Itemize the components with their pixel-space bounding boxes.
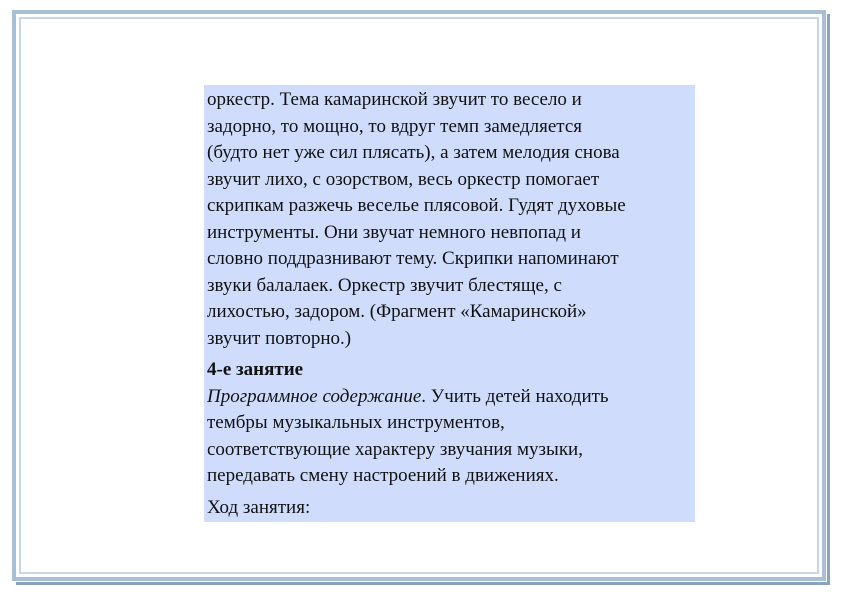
progress-label: Ход занятия: [207,496,311,518]
text-line: скрипкам разжечь веселье плясовой. Гудят духовые [207,195,626,216]
paragraph-description [207,87,689,352]
text-line: звучит лихо, с озорством, весь оркестр помогает [207,168,600,190]
text-line: звуки балалаек. Оркестр звучит блестяще, с [207,274,562,296]
text-line: передавать смену настроений в движениях. [207,465,559,486]
text-line: оркестр. Тема камаринской звучит то весело и [207,89,582,110]
program-content-text: . Учить детей находить [421,385,609,407]
paragraph-program-content [207,384,689,490]
text-line: (будто нет уже сил плясать), а затем мелодия снова [207,142,620,163]
text-line: соответствующие характеру звучания музыки, [207,438,583,460]
text-line: инструменты. Они звучат немного невпопад и [207,221,581,243]
text-line: словно поддразнивают тему. Скрипки напоминают [207,248,619,269]
program-content-label: Программное содержание [207,385,422,407]
text-line: тембры музыкальных инструментов, [207,412,505,433]
lesson-heading: 4-е занятие [207,359,304,380]
text-line: звучит повторно.) [207,327,352,349]
text-line: задорно, то мощно, то вдруг темп замедляется [207,115,583,137]
text-box [204,85,695,522]
text-line: лихостью, задором. (Фрагмент «Камаринской» [207,301,587,322]
text-line [207,384,689,411]
